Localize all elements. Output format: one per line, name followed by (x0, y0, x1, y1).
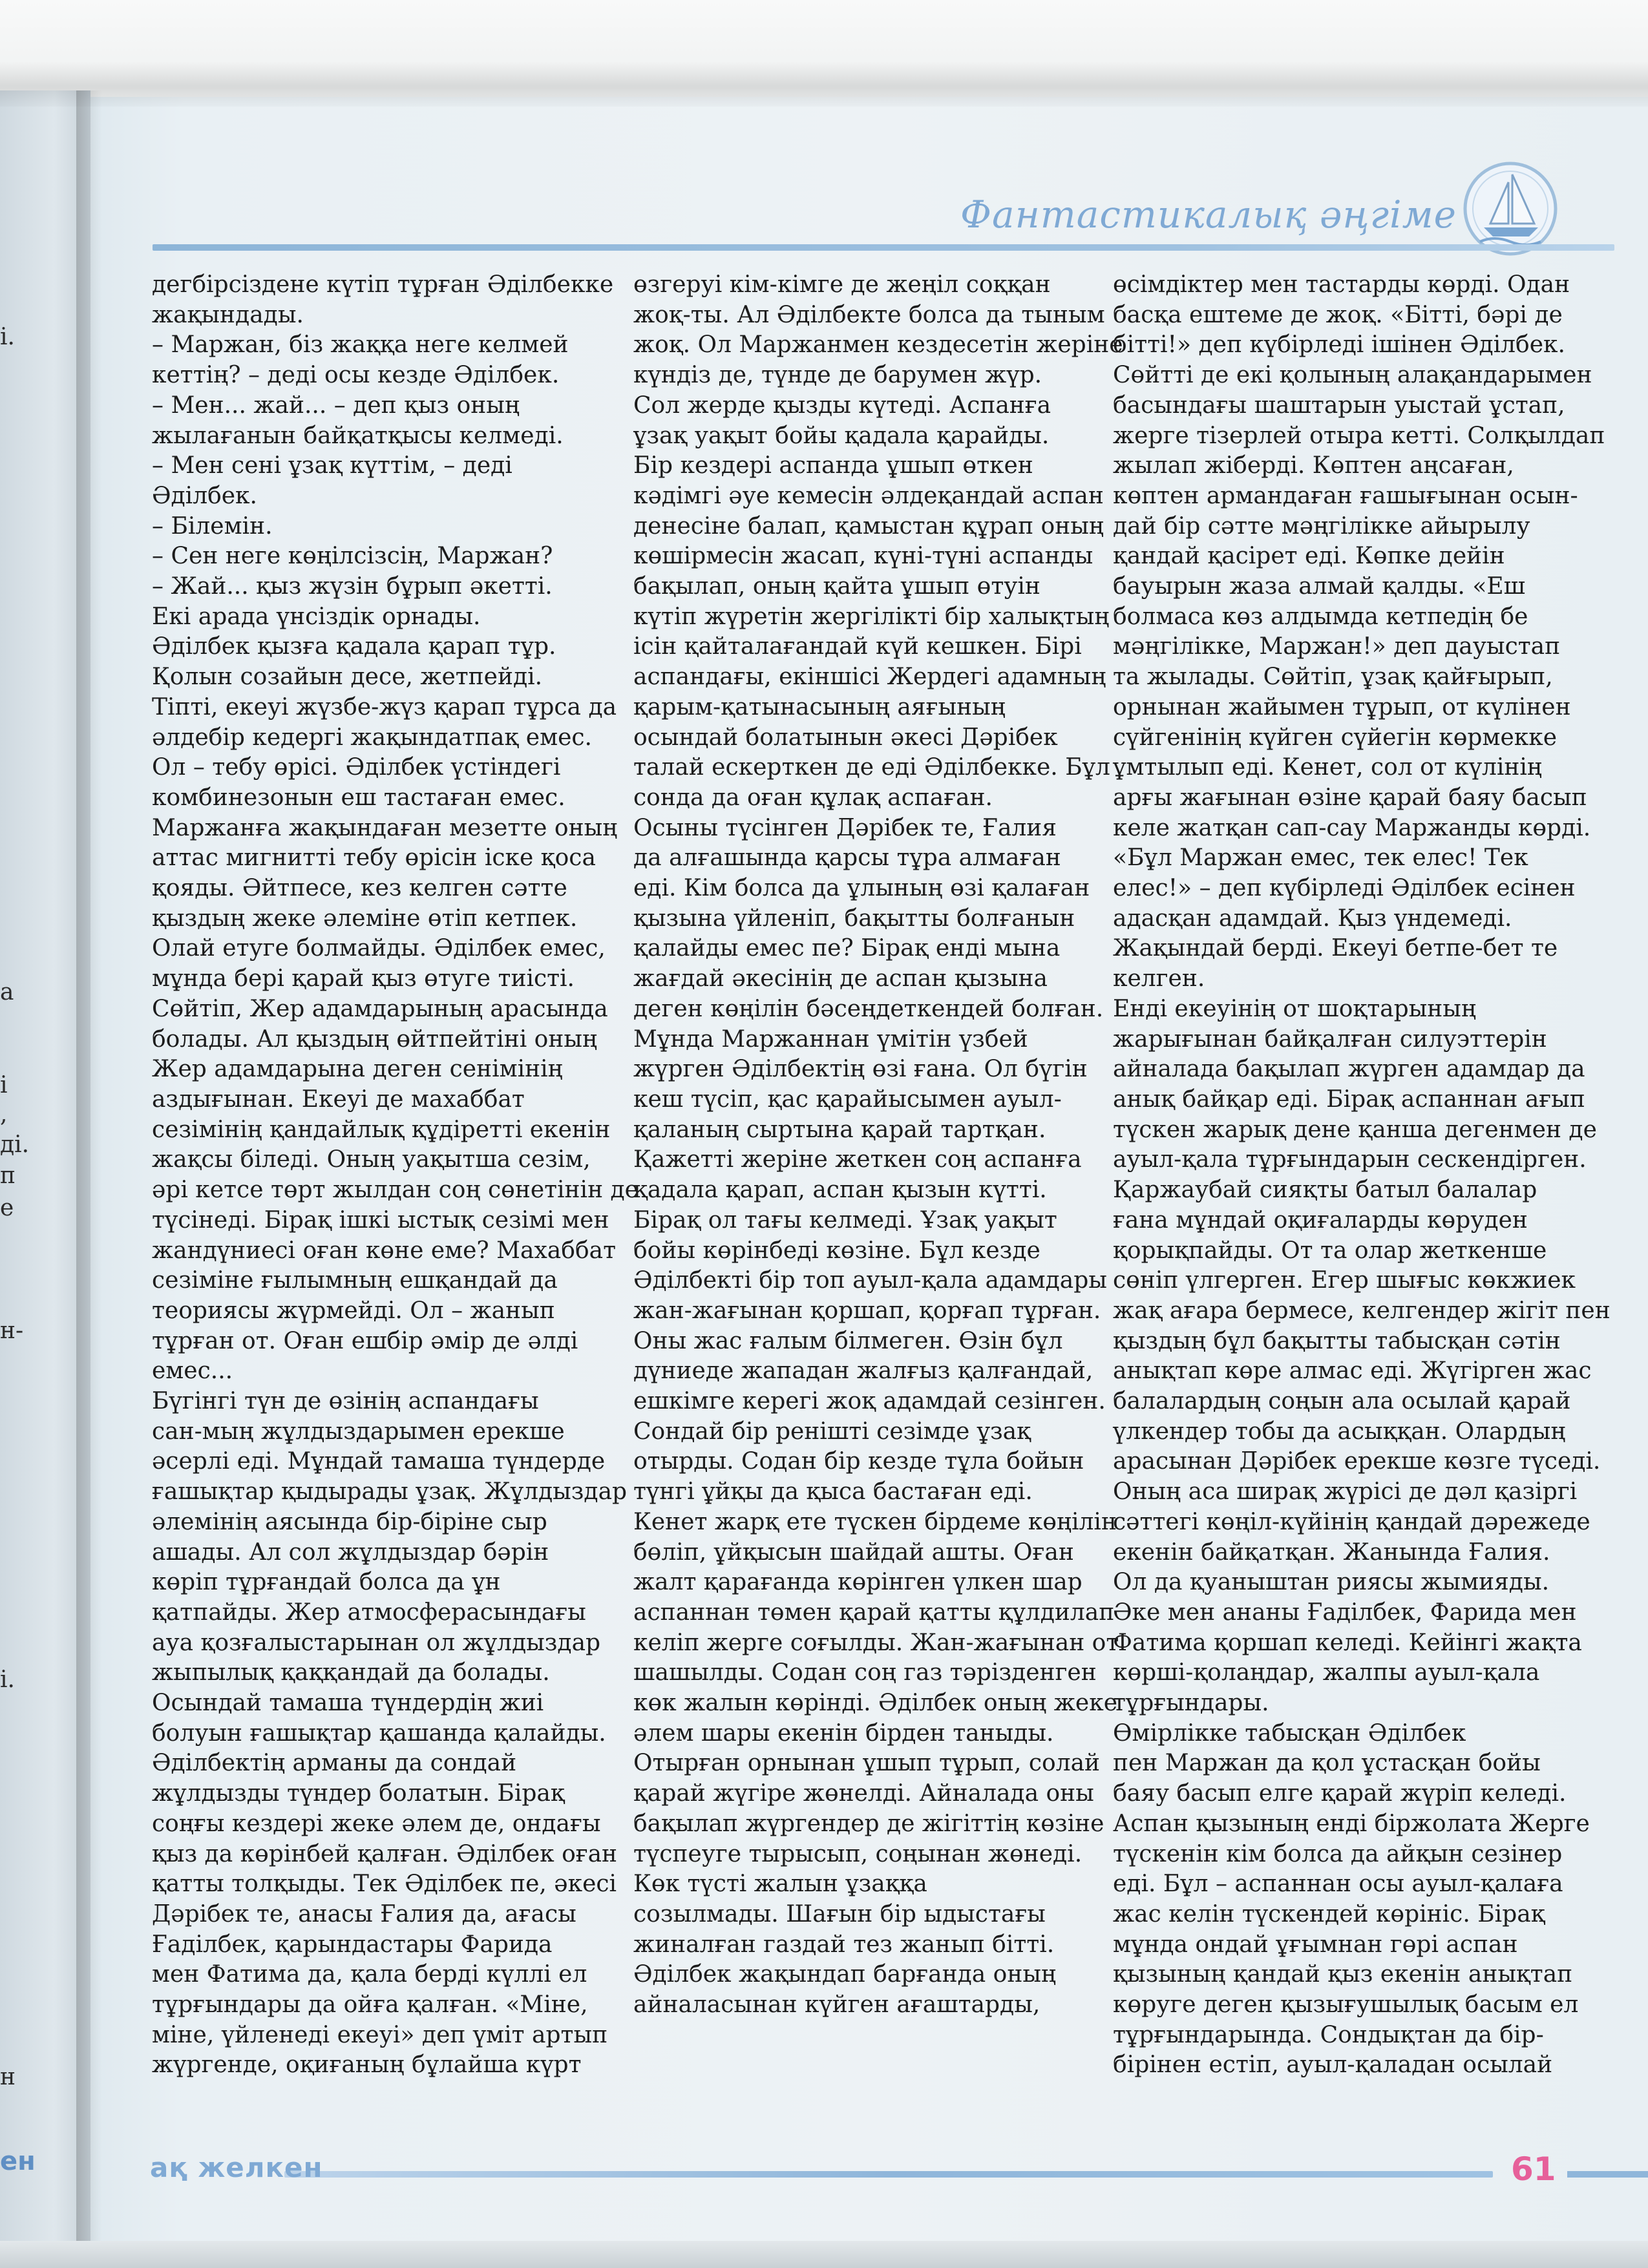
text-line: Дәрібек те, анасы Ғалия да, ағасы (152, 1900, 576, 1927)
text-line: жақ ағара бермесе, келгендер жігіт пен (1113, 1297, 1611, 1324)
footer-rule (284, 2171, 1493, 2178)
text-line: үлкендер тобы да асыққан. Олардың (1113, 1418, 1566, 1445)
text-line: Әділбек қызға қадала қарап тұр. (152, 633, 556, 660)
scan-bottom-margin (0, 2241, 1648, 2268)
text-line: қояды. Әйтпесе, кез келген сәтте (152, 875, 567, 902)
text-line: ғашықтар қыдырады ұзақ. Жұлдыздар (152, 1478, 628, 1506)
text-line: айналада бақылап жүрген адамдар да (1113, 1056, 1585, 1083)
text-line: тұрған от. Оған ешбір әмір де әлді (152, 1327, 578, 1354)
text-line: адасқан адамдай. Қыз үндемеді. (1113, 905, 1512, 932)
text-line: көруге деген қызығушылық басым ел (1113, 1991, 1579, 2019)
text-line: ұмтылып еді. Кенет, сол от күлінің (1113, 754, 1542, 781)
text-line: жиналған газдай тез жанып бітті. (633, 1931, 1055, 1958)
text-line: емес... (152, 1358, 233, 1385)
text-column-3 (1113, 270, 1611, 2081)
left-fragment: а (0, 979, 14, 1005)
text-line: қалайды емес пе? Бірақ енді мына (633, 935, 1061, 962)
text-line: сезіміне ғылымның ешқандай да (152, 1267, 558, 1294)
text-line: қыздың бұл бақытты табысқан сәтін (1113, 1327, 1561, 1354)
text-line: өсімдіктер мен тастарды көрді. Одан (1113, 271, 1570, 298)
text-line: аттас мигнитті тебу өрісін іске қоса (152, 845, 596, 872)
text-line: ісін қайталағандай күй кешкен. Бірі (633, 633, 1082, 660)
text-line: Өмірлікке табысқан Әділбек (1113, 1719, 1466, 1747)
text-line: – Білемін. (152, 512, 273, 540)
text-line: түсінеді. Бірақ ішкі ыстық сезімі мен (152, 1206, 609, 1234)
left-fragment: н (0, 2064, 16, 2090)
text-line: болмаса көз алдымда кетпедің бе (1113, 603, 1528, 630)
text-line: – Жай... қыз жүзін бұрып әкетті. (152, 573, 553, 600)
text-column-2 (633, 270, 1123, 2021)
text-line: келе жатқан сап-сау Маржанды көрді. (1113, 814, 1591, 841)
text-line: әлемінің аясында бір-біріне сыр (152, 1508, 547, 1535)
text-line: көптен армандаған ғашығынан осын- (1113, 482, 1578, 509)
text-line: қыздың жеке әлеміне өтіп кетпек. (152, 905, 578, 932)
text-line: Енді екеуінің от шоқтарының (1113, 995, 1477, 1022)
text-line: Оны жас ғалым білмеген. Өзін бұл (633, 1327, 1063, 1354)
text-line: Фатима қоршап келеді. Кейінгі жақта (1113, 1629, 1582, 1656)
text-line: осындай болатынын әкесі Дәрібек (633, 724, 1058, 751)
text-line: ғана мұндай оқиғаларды көруден (1113, 1206, 1528, 1234)
text-line: болады. Ал қыздың өйтпейтіні оның (152, 1025, 598, 1053)
text-line: Әділбек. (152, 482, 257, 509)
text-line: басындағы шаштарын уыстай ұстап, (1113, 392, 1565, 419)
text-line: талай ескерткен де еді Әділбекке. Бұл (633, 754, 1110, 781)
text-line: шашылды. Содан соң газ тәрізденген (633, 1659, 1097, 1686)
header-rule (153, 244, 1614, 251)
text-line: ешкімге керегі жоқ адамдай сезінген. (633, 1388, 1106, 1415)
text-line: жарығынан байқалған силуэттерін (1113, 1025, 1547, 1053)
left-fragment: н- (0, 1318, 24, 1344)
text-line: орнынан жайымен тұрып, от күлінен (1113, 693, 1571, 720)
text-line: сезімінің қандайлық құдіретті екенін (152, 1116, 611, 1143)
text-line: жүрген Әділбектің өзі ғана. Ол бүгін (633, 1056, 1088, 1083)
text-line: анық байқар еді. Бірақ аспаннан ағып (1113, 1086, 1585, 1113)
text-line: жан-жағынан қоршап, қорғап тұрған. (633, 1297, 1101, 1324)
text-line: мәңгілікке, Маржан!» деп дауыстап (1113, 633, 1561, 660)
text-line: тұрғындары. (1113, 1690, 1269, 1717)
text-line: Кенет жарқ ете түскен бірдеме көңілін (633, 1508, 1117, 1535)
text-line: қызына үйленіп, бақытты болғанын (633, 905, 1075, 932)
text-line: әсерлі еді. Мұндай тамаша түндерде (152, 1448, 606, 1475)
text-line: Мұнда Маржаннан үмітін үзбей (633, 1025, 1028, 1053)
text-line: кәдімгі әуе кемесін әлдеқандай аспан (633, 482, 1104, 509)
footer-rule-right (1567, 2171, 1648, 2178)
text-line: болуын ғашықтар қашанда қалайды. (152, 1719, 606, 1747)
text-line: басқа ештеме де жоқ. «Бітті, бәрі де (1113, 301, 1563, 328)
text-line: әлдебір кедергі жақындатпақ емес. (152, 724, 592, 751)
text-line: мұнда бері қарай қыз өтуге тиісті. (152, 965, 575, 992)
text-line: деген көңілін бәсеңдеткендей болған. (633, 995, 1104, 1022)
text-line: сүйгенінің күйген сүйегін көрмекке (1113, 724, 1558, 751)
text-line: – Сен неге көңілсізсің, Маржан? (152, 543, 553, 570)
text-line: тұрғындары да ойға қалған. «Міне, (152, 1991, 588, 2019)
text-line: келген. (1113, 965, 1205, 992)
text-line: ашады. Ал сол жұлдыздар бәрін (152, 1538, 549, 1566)
text-line: көріп тұрғандай болса да ұн (152, 1569, 501, 1596)
text-line: ұзақ уақыт бойы қадала қарайды. (633, 422, 1050, 449)
text-line: Бірақ ол тағы келмеді. Ұзақ уақыт (633, 1206, 1057, 1234)
text-line: – Мен... жай... – деп қыз оның (152, 392, 520, 419)
text-line: бітті!» деп күбірледі ішінен Әділбек. (1113, 331, 1565, 359)
text-line: тұрғындарында. Сондықтан да бір- (1113, 2021, 1544, 2048)
text-line: арғы жағынан өзіне қарай баяу басып (1113, 784, 1587, 811)
text-line: сөніп үлгерген. Егер шығыс көкжиек (1113, 1267, 1576, 1294)
text-line: бөліп, ұйқысын шайдай ашты. Оған (633, 1538, 1074, 1566)
text-column-1 (152, 270, 639, 2081)
text-line: бауырын жаза алмай қалды. «Еш (1113, 573, 1526, 600)
text-line: да алғашында қарсы тұра алмаған (633, 845, 1061, 872)
text-line: Тіпті, екеуі жүзбе-жүз қарап тұрса да (152, 693, 617, 720)
text-line: әлем шары екенін бірден таныды. (633, 1719, 1054, 1747)
text-line: Қажетті жеріне жеткен соң аспанға (633, 1146, 1082, 1173)
text-line: жұлдызды түндер болатын. Бірақ (152, 1780, 565, 1807)
text-line: Бүгінгі түн де өзінің аспандағы (152, 1388, 539, 1415)
text-line: та жылады. Сөйтіп, ұзақ қайғырып, (1113, 664, 1553, 691)
text-line: Әке мен ананы Ғаділбек, Фарида мен (1113, 1599, 1577, 1626)
text-line: теориясы жүрмейді. Ол – жанып (152, 1297, 555, 1324)
page-number: 61 (1511, 2150, 1556, 2188)
text-line: аздығынан. Екеуі де махаббат (152, 1086, 525, 1113)
text-line: қатпайды. Жер атмосферасындағы (152, 1599, 586, 1626)
text-line: Сол жерде қызды күтеді. Аспанға (633, 392, 1051, 419)
text-line: дүниеде жападан жалғыз қалғандай, (633, 1358, 1093, 1385)
text-line: міне, үйленеді екеуі» деп үміт артып (152, 2021, 608, 2048)
text-line: қатты толқыды. Тек Әділбек пе, әкесі (152, 1871, 617, 1898)
text-line: еді. Бұл – аспаннан осы ауыл-қалаға (1113, 1871, 1563, 1898)
text-line: келіп жерге соғылды. Жан-жағынан от (633, 1629, 1119, 1656)
text-line: бойы көрінбеді көзіне. Бұл кезде (633, 1237, 1041, 1264)
page-spine-shadow (76, 90, 102, 2268)
text-line: Ол да қуаныштан риясы жымияды. (1113, 1569, 1550, 1596)
section-title: Фантастикалық әңгіме (960, 193, 1457, 236)
text-line: Маржанға жақындаған мезетте оның (152, 814, 618, 841)
text-line: қарым-қатынасының аяғының (633, 693, 1006, 720)
text-line: мұнда ондай ұғымнан гөрі аспан (1113, 1931, 1518, 1958)
text-line: кеш түсіп, қас қарайысымен ауыл- (633, 1086, 1062, 1113)
text-line: баяу басып елге қарай жүріп келеді. (1113, 1780, 1567, 1807)
left-fragment: п (0, 1162, 16, 1189)
text-line: Әділбек жақындап барғанда оның (633, 1961, 1057, 1988)
left-fragment: е (0, 1195, 14, 1221)
text-line: жақсы біледі. Оның уақытша сезім, (152, 1146, 591, 1173)
text-line: түспеуге тырысып, соңынан жөнеді. (633, 1840, 1083, 1867)
text-line: көшірмесін жасап, күні-түні аспанды (633, 543, 1093, 570)
text-line: Сөйтіп, Жер адамдарының арасында (152, 995, 608, 1022)
text-line: Аспан қызының енді біржолата Жерге (1113, 1810, 1590, 1837)
text-line: Оның аса ширақ жүрісі де дәл қазіргі (1113, 1478, 1578, 1506)
text-line: түскен жарық дене қанша дегенмен де (1113, 1116, 1597, 1143)
text-line: түскенін кім болса да айқын сезінер (1113, 1840, 1563, 1867)
left-page-footer-fragment: ен (0, 2147, 36, 2176)
text-line: ауа қозғалыстарынан ол жұлдыздар (152, 1629, 601, 1656)
text-line: Жер адамдарына деген сенімінің (152, 1056, 563, 1083)
text-line: Жақындай берді. Екеуі бетпе-бет те (1113, 935, 1558, 962)
text-line: елес!» – деп күбірледі Әділбек есінен (1113, 875, 1576, 902)
text-line: күтіп жүретін жергілікті бір халықтың (633, 603, 1110, 630)
magazine-name: ақ желкен (150, 2152, 323, 2183)
text-line: бақылап жүргендер де жігіттің көзіне (633, 1810, 1104, 1837)
text-line: жылап жіберді. Көптен аңсаған, (1113, 452, 1514, 479)
text-line: анықтап көре алмас еді. Жүгірген жас (1113, 1358, 1592, 1385)
text-line: Осындай тамаша түндердің жиі (152, 1690, 544, 1717)
text-line: Қаржаубай сияқты батыл балалар (1113, 1177, 1537, 1204)
text-line: қорықпайды. От та олар жеткенше (1113, 1237, 1547, 1264)
text-line: дегбірсіздене күтіп тұрған Әділбекке (152, 271, 614, 298)
text-line: – Маржан, біз жаққа неге келмей (152, 331, 569, 359)
left-fragment: , (0, 1101, 8, 1128)
text-line: Екі арада үнсіздік орнады. (152, 603, 481, 630)
text-line: жалт қарағанда көрінген үлкен шар (633, 1569, 1083, 1596)
text-line: Қолын созайын десе, жетпейді. (152, 664, 543, 691)
text-line: Отырған орнынан ұшып тұрып, солай (633, 1750, 1101, 1777)
top-fold-shadow (0, 61, 1648, 107)
left-fragment: ді. (0, 1131, 30, 1158)
text-line: балалардың соңын ала осылай қарай (1113, 1388, 1571, 1415)
text-line: сонда да оған құлақ аспаған. (633, 784, 993, 811)
text-line: комбинезонын еш тастаған емес. (152, 784, 565, 811)
text-line: дай бір сәтте мәңгілікке айырылу (1113, 512, 1530, 540)
text-line: жүргенде, оқиғаның бұлайша күрт (152, 2052, 582, 2079)
text-line: Ғаділбек, қарындастары Фарида (152, 1931, 553, 1958)
text-line: жағдай әкесінің де аспан қызына (633, 965, 1048, 992)
text-line: қаланың сыртына қарай тартқан. (633, 1116, 1046, 1143)
text-line: қадала қарап, аспан қызын күтті. (633, 1177, 1047, 1204)
left-fragment: і. (0, 1666, 15, 1693)
text-line: Сондай бір реніштi сезімде ұзақ (633, 1418, 1031, 1445)
text-line: Әділбектің арманы да сондай (152, 1750, 517, 1777)
text-line: жыпылық қаққандай да болады. (152, 1659, 550, 1686)
text-line: сәттегі көңіл-күйінің қандай дәрежеде (1113, 1508, 1590, 1535)
text-line: «Бұл Маржан емес, тек елес! Тек (1113, 845, 1528, 872)
text-line: мен Фатима да, қала берді күллі ел (152, 1961, 587, 1988)
text-line: денесіне балап, қамыстан құрап оның (633, 512, 1104, 540)
text-line: айналасынан күйген ағаштарды, (633, 1991, 1041, 2019)
text-line: Әділбекті бір топ ауыл-қала адамдары (633, 1267, 1107, 1294)
text-line: Көк түсті жалын ұзаққа (633, 1871, 927, 1898)
text-line: аспаннан төмен қарай қатты құлдилап (633, 1599, 1115, 1626)
text-line: ауыл-қала тұрғындарын сескендірген. (1113, 1146, 1587, 1173)
text-line: бақылап, оның қайта ұшып өтуін (633, 573, 1041, 600)
text-line: қызының қандай қыз екенін анықтап (1113, 1961, 1573, 1988)
text-line: жақындады. (152, 301, 304, 328)
text-line: Сөйтті де екі қолының алақандарымен (1113, 362, 1592, 389)
text-line: көрші-қолаңдар, жалпы ауыл-қала (1113, 1659, 1540, 1686)
left-fragment: і (0, 1072, 8, 1098)
text-line: қандай қасірет еді. Көпке дейін (1113, 543, 1505, 570)
text-line: Осыны түсінген Дәрібек те, Ғалия (633, 814, 1057, 841)
text-line: қыз да көрінбей қалған. Әділбек оған (152, 1840, 618, 1867)
text-line: күндіз де, түнде де барумен жүр. (633, 362, 1042, 389)
text-line: көк жалын көрінді. Әділбек оның жеке (633, 1690, 1118, 1717)
text-line: отырды. Содан бір кезде тұла бойын (633, 1448, 1084, 1475)
text-line: жылағанын байқатқысы келмеді. (152, 422, 564, 449)
sailboat-icon (1462, 160, 1559, 257)
text-line: еді. Кім болса да ұлының өзі қалаған (633, 875, 1090, 902)
text-line: түнгі ұйқы да қыса бастаған еді. (633, 1478, 1033, 1506)
text-line: Олай етуге болмайды. Әділбек емес, (152, 935, 606, 962)
text-line: кеттің? – деді осы кезде Әділбек. (152, 362, 560, 389)
left-fragment: і. (0, 324, 15, 350)
text-line: Ол – тебу өрісі. Әділбек үстіндегі (152, 754, 561, 781)
text-line: қарай жүгіре жөнелді. Айналада оны (633, 1780, 1094, 1807)
text-line: сан-мың жұлдыздарымен ерекше (152, 1418, 565, 1445)
text-line: Бір кездері аспанда ұшып өткен (633, 452, 1033, 479)
text-line: жас келін түскендей көрініс. Бірақ (1113, 1900, 1545, 1927)
text-line: соңғы кездері жеке әлем де, ондағы (152, 1810, 601, 1837)
text-line: әрі кетсе төрт жылдан соң сөнетінін де (152, 1177, 639, 1204)
text-line: өзгеруі кім-кімге де жеңіл соққан (633, 271, 1051, 298)
text-line: екенін байқатқан. Жанында Ғалия. (1113, 1538, 1550, 1566)
text-line: пен Маржан да қол ұстасқан бойы (1113, 1750, 1541, 1777)
text-line: жоқ. Ол Маржанмен кездесетін жеріне (633, 331, 1123, 359)
text-line: арасынан Дәрібек ерекше көзге түседі. (1113, 1448, 1601, 1475)
text-line: – Мен сені ұзақ күттім, – деді (152, 452, 512, 479)
text-line: жерге тізерлей отыра кетті. Солқылдап (1113, 422, 1605, 449)
text-line: жоқ-ты. Ал Әділбекте болса да тыным (633, 301, 1105, 328)
text-line: аспандағы, екіншісі Жердегі адамның (633, 664, 1106, 691)
text-line: бірінен естіп, ауыл-қаладан осылай (1113, 2052, 1553, 2079)
text-line: созылмады. Шағын бір ыдыстағы (633, 1900, 1046, 1927)
text-line: жандүниесі оған көне еме? Махаббат (152, 1237, 616, 1264)
